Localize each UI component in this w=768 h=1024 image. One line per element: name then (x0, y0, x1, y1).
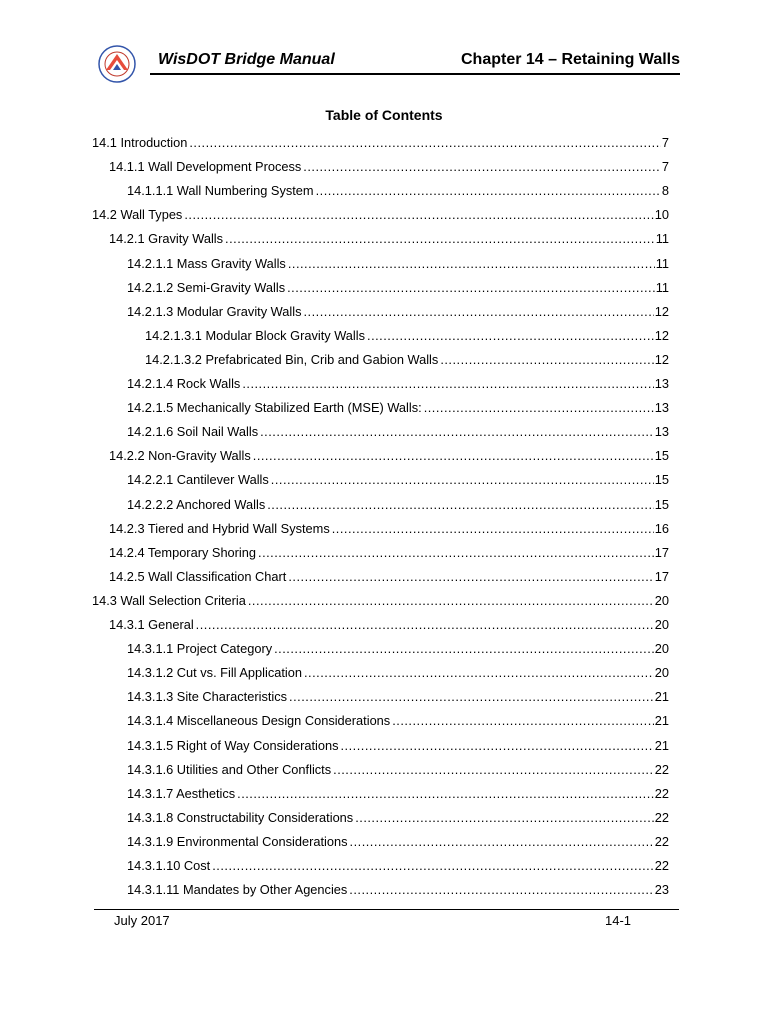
toc-entry[interactable] (109, 617, 669, 637)
footer-date: July 2017 (114, 913, 170, 928)
toc-entry-page: 16 (654, 520, 669, 536)
toc-entry-title: 14.2.1.2 Semi-Gravity Walls (127, 279, 286, 295)
toc-dot-leader (332, 521, 654, 536)
toc-dot-leader (440, 352, 653, 367)
toc-entry-page: 23 (654, 882, 669, 898)
toc-dot-leader (184, 207, 653, 222)
toc-entry[interactable] (127, 713, 669, 733)
toc-entry-title: 14.3 Wall Selection Criteria (92, 592, 246, 608)
toc-dot-leader (196, 617, 654, 632)
toc-dot-leader (225, 231, 655, 246)
toc-entry-page: 20 (654, 665, 669, 681)
toc-entry-page: 8 (661, 183, 669, 199)
toc-entry-page: 22 (654, 761, 669, 777)
toc-entry[interactable] (127, 280, 669, 300)
toc-dot-leader (341, 738, 654, 753)
toc-entry[interactable] (109, 159, 669, 179)
toc-entry[interactable] (127, 472, 669, 492)
toc-dot-leader (212, 858, 654, 873)
toc-dot-leader (260, 424, 654, 439)
toc-entry-title: 14.3.1.10 Cost (127, 858, 211, 873)
toc-entry-page: 12 (654, 303, 669, 319)
toc-entry-page: 13 (654, 424, 669, 440)
toc-entry[interactable] (127, 858, 669, 878)
toc-title: Table of Contents (325, 107, 443, 123)
toc-entry-page: 20 (654, 617, 669, 632)
toc-entry[interactable] (127, 497, 669, 517)
toc-entry-title: 14.2.2.2 Anchored Walls (127, 496, 266, 512)
toc-dot-leader (392, 713, 654, 728)
toc-entry-page: 21 (654, 713, 669, 729)
toc-dot-leader (274, 641, 654, 656)
toc-dot-leader (316, 183, 661, 198)
toc-entry[interactable] (127, 376, 669, 396)
toc-entry-title: 14.2.2 Non-Gravity Walls (109, 448, 251, 464)
toc-dot-leader (303, 159, 661, 174)
toc-entry-page: 7 (661, 159, 669, 175)
toc-dot-leader (333, 762, 654, 777)
toc-dot-leader (424, 400, 654, 415)
toc-entry-page: 22 (654, 809, 669, 825)
toc-entry-page: 20 (654, 592, 669, 608)
wisdot-seal-icon (96, 44, 138, 84)
toc-entry[interactable] (127, 304, 669, 324)
toc-entry[interactable] (127, 424, 669, 444)
toc-entry-title: 14.2.1.3.1 Modular Block Gravity Walls (145, 327, 366, 343)
manual-title: WisDOT Bridge Manual (158, 51, 335, 68)
toc-dot-leader (303, 304, 653, 319)
toc-entry-title: 14.1.1 Wall Development Process (109, 159, 302, 175)
toc-entry-title: 14.2.1.5 Mechanically Stabilized Earth (MSE) Walls: (127, 400, 422, 416)
toc-dot-leader (367, 328, 654, 343)
toc-entry-title: 14.3.1.3 Site Characteristics (127, 689, 288, 705)
toc-entry[interactable] (127, 689, 669, 709)
footer-rule (94, 909, 679, 910)
toc-entry-title: 14.1 Introduction (92, 135, 188, 150)
toc-entry-title: 14.3.1.4 Miscellaneous Design Considerations (127, 713, 391, 729)
toc-entry[interactable] (127, 762, 669, 782)
toc-entry[interactable] (92, 207, 669, 227)
toc-entry-title: 14.1.1.1 Wall Numbering System (127, 183, 314, 199)
toc-entry-title: 14.2.1.6 Soil Nail Walls (127, 424, 259, 440)
toc-entry-page: 11 (655, 279, 669, 295)
toc-entry[interactable] (127, 834, 669, 854)
toc-entry-page: 22 (654, 785, 669, 801)
toc-entry[interactable] (92, 135, 669, 155)
toc-entry-page: 17 (654, 544, 669, 560)
toc-entry-title: 14.2.1.1 Mass Gravity Walls (127, 255, 286, 271)
toc-entry[interactable] (127, 256, 669, 276)
toc-dot-leader (287, 280, 655, 295)
toc-entry[interactable] (127, 810, 669, 830)
toc-entry-page: 13 (654, 400, 669, 416)
toc-entry-title: 14.3.1.7 Aesthetics (127, 785, 236, 801)
toc-dot-leader (258, 545, 654, 560)
toc-entry-title: 14.3.1.1 Project Category (127, 641, 273, 657)
toc-dot-leader (267, 497, 654, 512)
toc-entry-page: 20 (654, 641, 669, 657)
toc-dot-leader (242, 376, 653, 391)
toc-dot-leader (349, 882, 653, 897)
toc-entry[interactable] (127, 738, 669, 758)
page-header (96, 44, 680, 74)
toc-dot-leader (304, 665, 654, 680)
toc-entry-page: 17 (654, 568, 669, 584)
toc-entry-title: 14.3.1.11 Mandates by Other Agencies (127, 882, 348, 898)
toc-entry-page: 12 (654, 327, 669, 343)
toc-entry[interactable] (127, 786, 669, 806)
toc-entry-page: 21 (654, 737, 669, 753)
toc-entry-page: 12 (654, 351, 669, 367)
toc-entry-page: 21 (654, 689, 669, 705)
toc-entry-page: 11 (655, 255, 669, 271)
toc-entry-title: 14.2.5 Wall Classification Chart (109, 568, 287, 584)
footer-page-number: 14-1 (605, 913, 632, 928)
toc-entry-title: 14.2.1.3.2 Prefabricated Bin, Crib and Gabion Walls (145, 351, 439, 367)
toc-dot-leader (271, 472, 654, 487)
toc-entry[interactable] (145, 352, 669, 372)
toc-entry-page: 15 (654, 448, 669, 464)
toc-entry-page: 15 (654, 496, 669, 512)
toc-entry-title: 14.3.1 General (109, 617, 194, 632)
toc-entry[interactable] (109, 231, 669, 251)
toc-entry-title: 14.2 Wall Types (92, 207, 183, 223)
header-rule (150, 73, 680, 75)
toc-entry-title: 14.3.1.6 Utilities and Other Conflicts (127, 761, 332, 777)
toc-entry[interactable] (127, 400, 669, 420)
toc-entry-title: 14.2.3 Tiered and Hybrid Wall Systems (109, 520, 330, 536)
toc-entry[interactable] (109, 545, 669, 565)
toc-entry-page: 22 (654, 858, 669, 873)
toc-entry-page: 22 (654, 833, 669, 849)
toc-dot-leader (189, 135, 661, 150)
toc-entry[interactable] (92, 593, 669, 613)
toc-dot-leader (289, 689, 654, 704)
toc-entry-page: 11 (655, 231, 669, 247)
toc-entry[interactable] (109, 448, 669, 468)
toc-entry-title: 14.3.1.9 Environmental Considerations (127, 833, 348, 849)
toc-dot-leader (355, 810, 654, 825)
toc-entry-title: 14.2.1.4 Rock Walls (127, 376, 241, 391)
chapter-title: Chapter 14 – Retaining Walls (460, 51, 680, 68)
toc-entry[interactable] (127, 665, 669, 685)
toc-entry-title: 14.2.2.1 Cantilever Walls (127, 472, 269, 488)
toc-entry-page: 7 (661, 135, 669, 150)
toc-entry-title: 14.3.1.8 Constructability Considerations (127, 809, 354, 825)
toc-entry-page: 13 (654, 376, 669, 391)
toc-entry-title: 14.3.1.2 Cut vs. Fill Application (127, 665, 302, 681)
toc-dot-leader (350, 834, 654, 849)
toc-entry[interactable] (109, 521, 669, 541)
toc-dot-leader (288, 569, 653, 584)
toc-entry[interactable] (127, 641, 669, 661)
toc-dot-leader (237, 786, 654, 801)
toc-entry[interactable] (127, 183, 669, 203)
toc-entry-title: 14.2.1 Gravity Walls (109, 231, 224, 247)
toc-dot-leader (288, 256, 655, 271)
toc-entry[interactable] (109, 569, 669, 589)
toc-dot-leader (253, 448, 654, 463)
toc-entry-title: 14.3.1.5 Right of Way Considerations (127, 737, 339, 753)
toc-entry-page: 10 (654, 207, 669, 223)
toc-entry-page: 15 (654, 472, 669, 488)
toc-entry-title: 14.2.1.3 Modular Gravity Walls (127, 303, 302, 319)
toc-entry-title: 14.2.4 Temporary Shoring (109, 544, 257, 560)
toc-dot-leader (248, 593, 654, 608)
toc-entry[interactable] (145, 328, 669, 348)
toc-entry[interactable] (127, 882, 669, 902)
